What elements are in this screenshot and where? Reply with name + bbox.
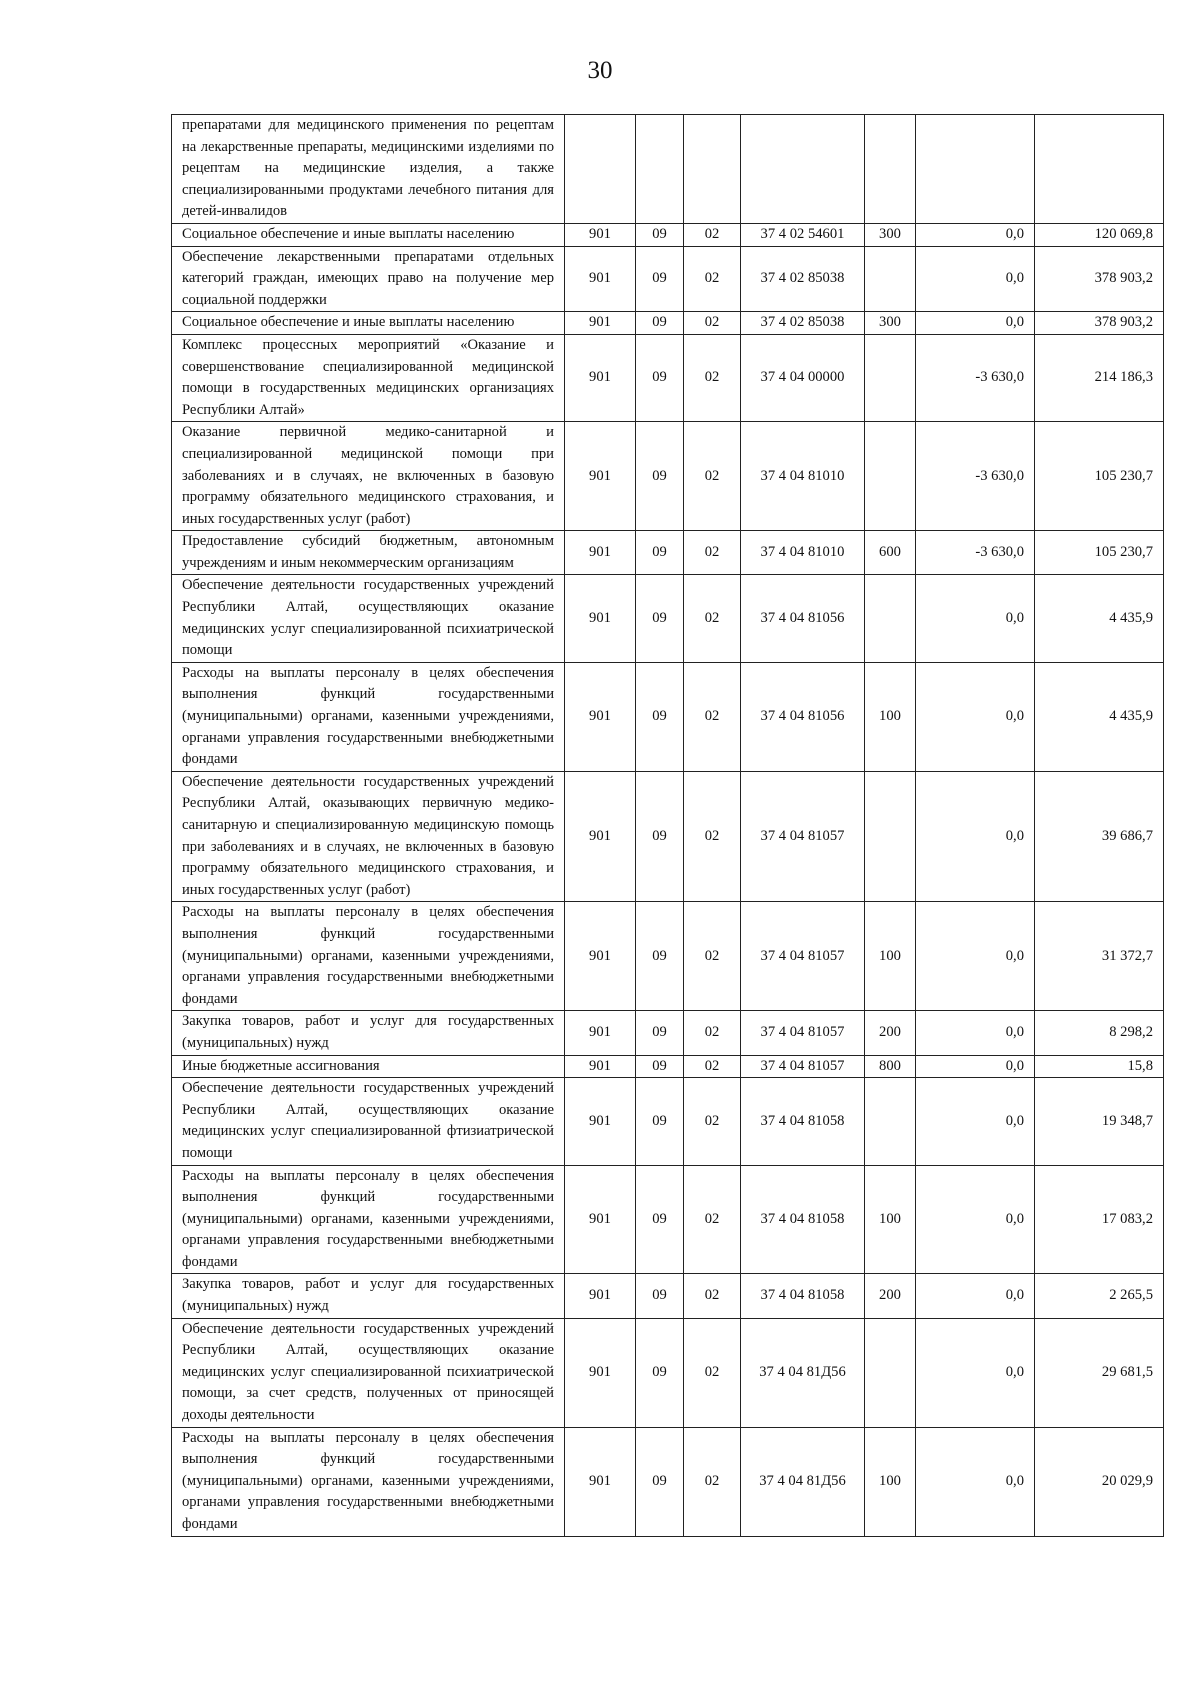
- cell-subsection: 02: [684, 662, 741, 771]
- cell-change: 0,0: [916, 312, 1035, 335]
- cell-name: Оказание первичной медико-санитарной и специализированной медицинской помощи при заболеваниях и в случаях, не включенных в базовую программу обязательного медицинского страхования, и иных государственных услуг (работ): [172, 422, 565, 531]
- cell-section: 09: [636, 1427, 684, 1536]
- cell-change: [916, 115, 1035, 224]
- cell-grbs: 901: [565, 1274, 636, 1318]
- table-body: [172, 115, 1164, 1537]
- cell-section: 09: [636, 1055, 684, 1078]
- cell-amount: 4 435,9: [1035, 662, 1164, 771]
- cell-target-article: 37 4 02 85038: [741, 246, 865, 312]
- table-row: [172, 1165, 1164, 1274]
- table-row: [172, 1078, 1164, 1165]
- cell-subsection: 02: [684, 1318, 741, 1427]
- cell-expense-type: 100: [865, 1165, 916, 1274]
- cell-change: -3 630,0: [916, 531, 1035, 575]
- cell-grbs: 901: [565, 1165, 636, 1274]
- cell-change: 0,0: [916, 1318, 1035, 1427]
- cell-target-article: 37 4 04 81010: [741, 422, 865, 531]
- table-row: [172, 334, 1164, 421]
- cell-grbs: 901: [565, 662, 636, 771]
- table-row: [172, 1427, 1164, 1536]
- cell-name: Социальное обеспечение и иные выплаты населению: [172, 223, 565, 246]
- cell-subsection: 02: [684, 1165, 741, 1274]
- cell-expense-type: [865, 771, 916, 902]
- cell-grbs: 901: [565, 223, 636, 246]
- cell-name: Обеспечение деятельности государственных учреждений Республики Алтай, осуществляющих оказание медицинских услуг специализированной психиатрической помощи: [172, 575, 565, 662]
- cell-section: 09: [636, 312, 684, 335]
- cell-target-article: 37 4 02 85038: [741, 312, 865, 335]
- cell-grbs: 901: [565, 1078, 636, 1165]
- table-row: [172, 115, 1164, 224]
- cell-change: 0,0: [916, 1011, 1035, 1055]
- cell-expense-type: 800: [865, 1055, 916, 1078]
- cell-subsection: 02: [684, 531, 741, 575]
- cell-grbs: 901: [565, 575, 636, 662]
- cell-expense-type: 300: [865, 223, 916, 246]
- cell-target-article: 37 4 04 81010: [741, 531, 865, 575]
- cell-target-article: 37 4 04 00000: [741, 334, 865, 421]
- cell-subsection: 02: [684, 246, 741, 312]
- cell-name: Предоставление субсидий бюджетным, автономным учреждениям и иным некоммерческим организациям: [172, 531, 565, 575]
- cell-section: 09: [636, 246, 684, 312]
- cell-target-article: 37 4 04 81Д56: [741, 1427, 865, 1536]
- cell-change: 0,0: [916, 1165, 1035, 1274]
- cell-name: Расходы на выплаты персоналу в целях обеспечения выполнения функций государственными (муниципальными) органами, казенными учреждениями, органами управления государственными внебюджетными фондами: [172, 902, 565, 1011]
- cell-section: 09: [636, 531, 684, 575]
- cell-target-article: 37 4 04 81058: [741, 1078, 865, 1165]
- table-row: [172, 1318, 1164, 1427]
- cell-target-article: 37 4 04 81057: [741, 1011, 865, 1055]
- cell-grbs: 901: [565, 771, 636, 902]
- cell-name: Обеспечение деятельности государственных учреждений Республики Алтай, оказывающих первичную медико-санитарную и специализированную медицинскую помощь при заболеваниях и в случаях, не включенных в базовую программу обязательного медицинского страхования, и иных государственных услуг (работ): [172, 771, 565, 902]
- cell-expense-type: [865, 1078, 916, 1165]
- cell-section: 09: [636, 1011, 684, 1055]
- cell-grbs: 901: [565, 246, 636, 312]
- table-row: [172, 531, 1164, 575]
- cell-name: препаратами для медицинского применения по рецептам на лекарственные препараты, медицинскими изделиями по рецептам на медицинские изделия, а также специализированными продуктами лечебного питания для детей-инвалидов: [172, 115, 565, 224]
- cell-expense-type: [865, 575, 916, 662]
- table-row: [172, 312, 1164, 335]
- cell-subsection: 02: [684, 334, 741, 421]
- cell-amount: 29 681,5: [1035, 1318, 1164, 1427]
- cell-grbs: 901: [565, 531, 636, 575]
- cell-expense-type: 200: [865, 1011, 916, 1055]
- cell-section: 09: [636, 1274, 684, 1318]
- cell-subsection: [684, 115, 741, 224]
- table-row: [172, 422, 1164, 531]
- cell-name: Закупка товаров, работ и услуг для государственных (муниципальных) нужд: [172, 1011, 565, 1055]
- cell-amount: 4 435,9: [1035, 575, 1164, 662]
- cell-change: 0,0: [916, 1078, 1035, 1165]
- cell-section: 09: [636, 771, 684, 902]
- cell-name: Комплекс процессных мероприятий «Оказание и совершенствование специализированной медицинской помощи в государственных медицинских организациях Республики Алтай»: [172, 334, 565, 421]
- cell-name: Закупка товаров, работ и услуг для государственных (муниципальных) нужд: [172, 1274, 565, 1318]
- cell-amount: 2 265,5: [1035, 1274, 1164, 1318]
- cell-change: 0,0: [916, 223, 1035, 246]
- cell-expense-type: [865, 115, 916, 224]
- cell-section: 09: [636, 902, 684, 1011]
- cell-amount: 39 686,7: [1035, 771, 1164, 902]
- cell-change: 0,0: [916, 1427, 1035, 1536]
- cell-expense-type: [865, 422, 916, 531]
- cell-amount: 378 903,2: [1035, 246, 1164, 312]
- cell-amount: 120 069,8: [1035, 223, 1164, 246]
- cell-name: Социальное обеспечение и иные выплаты населению: [172, 312, 565, 335]
- cell-section: 09: [636, 223, 684, 246]
- cell-section: 09: [636, 1078, 684, 1165]
- cell-name: Расходы на выплаты персоналу в целях обеспечения выполнения функций государственными (муниципальными) органами, казенными учреждениями, органами управления государственными внебюджетными фондами: [172, 1427, 565, 1536]
- cell-section: [636, 115, 684, 224]
- cell-section: 09: [636, 1165, 684, 1274]
- cell-change: 0,0: [916, 246, 1035, 312]
- cell-name: Обеспечение деятельности государственных учреждений Республики Алтай, осуществляющих оказание медицинских услуг специализированной психиатрической помощи, за счет средств, полученных от приносящей доходы деятельности: [172, 1318, 565, 1427]
- table-row: [172, 1011, 1164, 1055]
- cell-amount: 15,8: [1035, 1055, 1164, 1078]
- cell-target-article: 37 4 04 81058: [741, 1165, 865, 1274]
- cell-grbs: 901: [565, 422, 636, 531]
- table-row: [172, 902, 1164, 1011]
- cell-name: Расходы на выплаты персоналу в целях обеспечения выполнения функций государственными (муниципальными) органами, казенными учреждениями, органами управления государственными внебюджетными фондами: [172, 662, 565, 771]
- cell-subsection: 02: [684, 312, 741, 335]
- cell-subsection: 02: [684, 902, 741, 1011]
- cell-grbs: 901: [565, 312, 636, 335]
- cell-name: Обеспечение деятельности государственных учреждений Республики Алтай, осуществляющих оказание медицинских услуг специализированной фтизиатрической помощи: [172, 1078, 565, 1165]
- cell-amount: 105 230,7: [1035, 422, 1164, 531]
- cell-name: Иные бюджетные ассигнования: [172, 1055, 565, 1078]
- cell-amount: 105 230,7: [1035, 531, 1164, 575]
- cell-amount: 31 372,7: [1035, 902, 1164, 1011]
- cell-amount: 378 903,2: [1035, 312, 1164, 335]
- cell-expense-type: [865, 1318, 916, 1427]
- cell-change: 0,0: [916, 662, 1035, 771]
- cell-target-article: 37 4 04 81056: [741, 575, 865, 662]
- table-row: [172, 575, 1164, 662]
- cell-name: Расходы на выплаты персоналу в целях обеспечения выполнения функций государственными (муниципальными) органами, казенными учреждениями, органами управления государственными внебюджетными фондами: [172, 1165, 565, 1274]
- cell-grbs: [565, 115, 636, 224]
- cell-expense-type: 200: [865, 1274, 916, 1318]
- cell-section: 09: [636, 422, 684, 531]
- cell-change: 0,0: [916, 902, 1035, 1011]
- cell-subsection: 02: [684, 1078, 741, 1165]
- cell-target-article: 37 4 04 81057: [741, 1055, 865, 1078]
- cell-subsection: 02: [684, 1011, 741, 1055]
- cell-amount: [1035, 115, 1164, 224]
- cell-expense-type: 100: [865, 662, 916, 771]
- cell-target-article: 37 4 04 81058: [741, 1274, 865, 1318]
- cell-change: 0,0: [916, 771, 1035, 902]
- cell-expense-type: 600: [865, 531, 916, 575]
- cell-target-article: 37 4 02 54601: [741, 223, 865, 246]
- cell-expense-type: 100: [865, 1427, 916, 1536]
- cell-target-article: 37 4 04 81057: [741, 902, 865, 1011]
- cell-target-article: 37 4 04 81057: [741, 771, 865, 902]
- table-row: [172, 246, 1164, 312]
- cell-expense-type: [865, 334, 916, 421]
- cell-subsection: 02: [684, 422, 741, 531]
- table-row: [172, 662, 1164, 771]
- cell-section: 09: [636, 334, 684, 421]
- cell-section: 09: [636, 575, 684, 662]
- cell-amount: 20 029,9: [1035, 1427, 1164, 1536]
- budget-table: [171, 114, 1164, 1537]
- cell-expense-type: [865, 246, 916, 312]
- cell-subsection: 02: [684, 1055, 741, 1078]
- cell-subsection: 02: [684, 1427, 741, 1536]
- cell-subsection: 02: [684, 1274, 741, 1318]
- cell-grbs: 901: [565, 902, 636, 1011]
- table-row: [172, 223, 1164, 246]
- cell-change: -3 630,0: [916, 422, 1035, 531]
- cell-change: 0,0: [916, 1274, 1035, 1318]
- cell-subsection: 02: [684, 575, 741, 662]
- cell-grbs: 901: [565, 334, 636, 421]
- cell-target-article: 37 4 04 81056: [741, 662, 865, 771]
- cell-grbs: 901: [565, 1427, 636, 1536]
- cell-expense-type: 100: [865, 902, 916, 1011]
- cell-amount: 214 186,3: [1035, 334, 1164, 421]
- table-row: [172, 1274, 1164, 1318]
- cell-subsection: 02: [684, 223, 741, 246]
- table-row: [172, 771, 1164, 902]
- cell-amount: 19 348,7: [1035, 1078, 1164, 1165]
- cell-amount: 17 083,2: [1035, 1165, 1164, 1274]
- cell-grbs: 901: [565, 1011, 636, 1055]
- cell-name: Обеспечение лекарственными препаратами отдельных категорий граждан, имеющих право на получение мер социальной поддержки: [172, 246, 565, 312]
- cell-amount: 8 298,2: [1035, 1011, 1164, 1055]
- cell-change: 0,0: [916, 575, 1035, 662]
- cell-target-article: [741, 115, 865, 224]
- cell-change: 0,0: [916, 1055, 1035, 1078]
- cell-target-article: 37 4 04 81Д56: [741, 1318, 865, 1427]
- cell-grbs: 901: [565, 1318, 636, 1427]
- cell-expense-type: 300: [865, 312, 916, 335]
- cell-change: -3 630,0: [916, 334, 1035, 421]
- page-number: 30: [587, 57, 613, 84]
- cell-grbs: 901: [565, 1055, 636, 1078]
- table-row: [172, 1055, 1164, 1078]
- cell-section: 09: [636, 662, 684, 771]
- cell-subsection: 02: [684, 771, 741, 902]
- cell-section: 09: [636, 1318, 684, 1427]
